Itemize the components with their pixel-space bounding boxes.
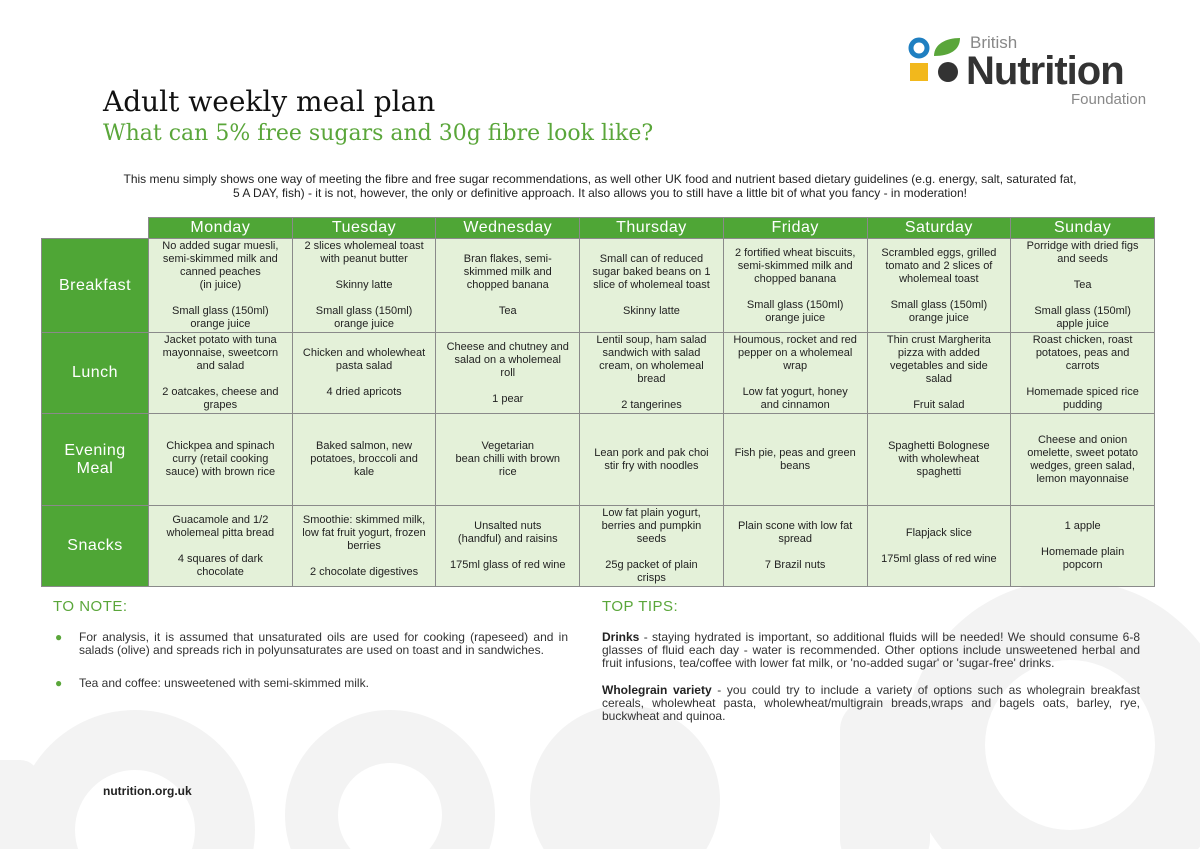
cell-line: orange juice bbox=[908, 311, 969, 324]
cell-line: Chickpea and spinach bbox=[166, 440, 275, 452]
note-text: For analysis, it is assumed that unsaturated oils are used for cooking (rapeseed) and in salads (olive) and spreads rich in polyunsaturates are used on toast and in sandwiches. bbox=[79, 630, 568, 657]
meal-cell bbox=[1011, 414, 1155, 506]
cell-line: Small glass (150ml) bbox=[172, 305, 269, 317]
meal-cell bbox=[436, 333, 580, 414]
page-title: Adult weekly meal plan bbox=[103, 85, 436, 118]
cell-line: Cheese and chutney and bbox=[446, 340, 569, 353]
cell-line: Cheese and onion bbox=[1037, 433, 1128, 446]
meal-cell bbox=[149, 414, 293, 506]
cell-line: Porridge with dried figs bbox=[1026, 240, 1139, 252]
cell-line: seeds bbox=[636, 533, 667, 545]
meal-cell bbox=[867, 333, 1011, 414]
cell-line: 4 squares of dark bbox=[177, 552, 263, 565]
meal-cell bbox=[723, 239, 867, 333]
cell-line: sandwich with salad bbox=[602, 347, 701, 359]
meal-cell bbox=[292, 333, 436, 414]
footer-url: nutrition.org.uk bbox=[103, 784, 192, 798]
cell-line: curry (retail cooking bbox=[172, 453, 269, 465]
cell-line: stir fry with noodles bbox=[604, 459, 699, 472]
table-corner bbox=[42, 218, 149, 239]
cell-line: 2 oatcakes, cheese and bbox=[162, 386, 279, 398]
cell-line: Homemade spiced rice bbox=[1026, 386, 1139, 398]
meal-cell bbox=[436, 239, 580, 333]
cell-line: Spaghetti Bolognese bbox=[888, 440, 990, 452]
meal-row-lunch bbox=[42, 333, 1155, 414]
cell-line: pizza with added bbox=[897, 347, 980, 359]
cell-line: Chicken and wholewheat bbox=[302, 347, 426, 359]
cell-gap bbox=[155, 540, 286, 553]
cell-line: 2 fortified wheat biscuits, bbox=[734, 246, 856, 259]
cell-gap bbox=[442, 380, 573, 393]
meal-cell bbox=[149, 333, 293, 414]
cell-line: Small can of reduced bbox=[599, 253, 704, 265]
cell-line: Lentil soup, ham salad bbox=[596, 334, 707, 346]
cell-line: pudding bbox=[1063, 399, 1103, 411]
meal-cell bbox=[1011, 333, 1155, 414]
cell-line: Skinny latte bbox=[623, 305, 680, 317]
cell-line: canned peaches bbox=[179, 266, 261, 278]
meal-label: Snacks bbox=[42, 506, 149, 587]
cell-line: berries bbox=[347, 539, 381, 552]
cell-line: tomato and 2 slices of bbox=[885, 259, 993, 272]
day-header-monday: Monday bbox=[149, 218, 293, 239]
day-header-wednesday: Wednesday bbox=[436, 218, 580, 239]
day-header-saturday: Saturday bbox=[867, 218, 1011, 239]
meal-cell bbox=[292, 239, 436, 333]
cell-line: sauce) with brown rice bbox=[165, 466, 276, 478]
cell-line: potatoes, peas and bbox=[1035, 347, 1130, 359]
cell-line: 1 pear bbox=[492, 392, 524, 405]
cell-line: cream, on wholemeal bbox=[599, 360, 704, 372]
cell-line: mayonnaise, sweetcorn bbox=[162, 347, 279, 359]
tip-drinks bbox=[602, 631, 1140, 670]
cell-gap bbox=[730, 286, 861, 299]
cell-line: 2 tangerines bbox=[621, 399, 682, 411]
cell-line: pepper on a wholemeal bbox=[737, 347, 853, 359]
cell-line: wrap bbox=[783, 360, 808, 372]
cell-line: low fat fruit yogurt, frozen bbox=[302, 526, 426, 539]
cell-line: Jacket potato with tuna bbox=[164, 334, 277, 346]
cell-line: spread bbox=[778, 533, 812, 545]
cell-line: bread bbox=[637, 373, 666, 385]
cell-line: 1 apple bbox=[1064, 520, 1101, 532]
meal-cell bbox=[1011, 239, 1155, 333]
cell-gap bbox=[442, 292, 573, 305]
meal-cell bbox=[867, 239, 1011, 333]
meal-cell bbox=[292, 506, 436, 587]
bnf-logo bbox=[908, 33, 1168, 113]
cell-line: wholemeal toast bbox=[899, 272, 979, 285]
cell-line: omelette, sweet potato bbox=[1027, 446, 1138, 459]
cell-line: semi-skimmed milk and bbox=[737, 259, 853, 272]
cell-line: Small glass (150ml) bbox=[1034, 305, 1131, 317]
cell-line: Skinny latte bbox=[335, 279, 393, 291]
cell-line: Small glass (150ml) bbox=[315, 305, 413, 317]
cell-line: carrots bbox=[1065, 360, 1100, 372]
meal-cell bbox=[436, 506, 580, 587]
cell-line: Homemade plain bbox=[1041, 546, 1125, 558]
cell-line: Houmous, rocket and red bbox=[733, 334, 857, 346]
cell-line: Thin crust Margherita bbox=[886, 334, 991, 346]
cell-line: 25g packet of plain bbox=[605, 559, 698, 571]
meal-cell bbox=[149, 506, 293, 587]
top-tips bbox=[602, 631, 1140, 737]
tip-text: - you could try to include a variety of options such as wholegrain breakfast cereals, wholewheat pasta, wholewheat/multigrain breads,wraps and bagels oats, barley, rye, buckwheat and quinoa. bbox=[602, 683, 1140, 723]
cell-gap bbox=[586, 386, 717, 399]
cell-line: skimmed milk and bbox=[463, 266, 552, 278]
cell-line: pasta salad bbox=[335, 360, 393, 372]
meal-plan-table bbox=[41, 217, 1155, 587]
cell-line: chopped banana bbox=[754, 272, 837, 285]
cell-line: Tea bbox=[498, 305, 517, 317]
cell-gap bbox=[586, 546, 717, 559]
meal-cell bbox=[723, 333, 867, 414]
cell-gap bbox=[299, 373, 430, 386]
tip-wholegrain bbox=[602, 684, 1140, 723]
cell-line: apple juice bbox=[1056, 318, 1109, 330]
tip-label: Wholegrain variety bbox=[602, 683, 712, 697]
cell-line: 2 chocolate digestives bbox=[309, 565, 419, 578]
cell-line: Flapjack slice bbox=[905, 526, 972, 539]
cell-line: Guacamole and 1/2 bbox=[172, 513, 269, 526]
meal-cell bbox=[1011, 506, 1155, 587]
brand-nutrition: Nutrition bbox=[966, 49, 1124, 93]
cell-gap bbox=[299, 266, 430, 279]
meal-cell bbox=[580, 239, 724, 333]
cell-line: kale bbox=[353, 466, 375, 478]
cell-gap bbox=[730, 546, 861, 559]
cell-line: Bran flakes, semi- bbox=[463, 253, 552, 265]
cell-line: Fruit salad bbox=[913, 399, 965, 411]
meal-label: Breakfast bbox=[42, 239, 149, 333]
cell-line: and seeds bbox=[1057, 253, 1108, 265]
cell-gap bbox=[1017, 373, 1148, 386]
cell-line: vegetables and side bbox=[889, 360, 988, 372]
meal-label: Evening Meal bbox=[42, 414, 149, 506]
cell-gap bbox=[155, 373, 286, 386]
cell-line: chopped banana bbox=[466, 279, 549, 291]
cell-line: Tea bbox=[1073, 279, 1092, 291]
tip-label: Drinks bbox=[602, 630, 640, 644]
cell-line: popcorn bbox=[1062, 559, 1103, 571]
cell-line: orange juice bbox=[190, 318, 251, 330]
cell-line: lemon mayonnaise bbox=[1036, 472, 1129, 485]
cell-gap bbox=[299, 553, 430, 566]
cell-line: and cinnamon bbox=[760, 399, 830, 411]
cell-line: and salad bbox=[196, 360, 245, 372]
cell-line: beans bbox=[780, 459, 811, 472]
tip-text: - staying hydrated is important, so additional fluids will be needed! We should consume 6-8 glasses of fluid each day - water is recommended. Other options include unsweetened herbal and fruit infusions, tea/coffee with lower fat milk, or 'no-added sugar' or 'sugar-free' drinks. bbox=[602, 630, 1140, 670]
cell-line: grapes bbox=[203, 399, 238, 411]
cell-line: with peanut butter bbox=[320, 253, 408, 265]
cell-line: slice of wholemeal toast bbox=[593, 279, 710, 291]
meal-cell bbox=[292, 414, 436, 506]
cell-line: No added sugar muesli, bbox=[162, 240, 279, 252]
cell-line: chocolate bbox=[196, 565, 244, 578]
cell-line: sugar baked beans on 1 bbox=[592, 266, 711, 278]
cell-line: orange juice bbox=[765, 311, 826, 324]
day-header-friday: Friday bbox=[723, 218, 867, 239]
note-item bbox=[53, 631, 568, 657]
meal-cell bbox=[867, 506, 1011, 587]
cell-gap bbox=[1017, 292, 1148, 305]
cell-line: Low fat plain yogurt, bbox=[602, 507, 701, 519]
cell-gap bbox=[730, 373, 861, 386]
cell-line: salad on a wholemeal bbox=[454, 353, 561, 366]
day-header-tuesday: Tuesday bbox=[292, 218, 436, 239]
cell-line: 175ml glass of red wine bbox=[881, 552, 997, 565]
cell-line: Small glass (150ml) bbox=[890, 298, 988, 311]
bullet-icon: ● bbox=[55, 630, 63, 644]
bullet-icon: ● bbox=[55, 676, 63, 690]
cell-gap bbox=[299, 292, 430, 305]
cell-line: spaghetti bbox=[916, 466, 962, 478]
cell-line: orange juice bbox=[334, 318, 395, 330]
meal-cell bbox=[580, 414, 724, 506]
brand-foundation: Foundation bbox=[1071, 91, 1147, 108]
cell-gap bbox=[874, 540, 1005, 553]
cell-line: 4 dried apricots bbox=[326, 386, 402, 398]
cell-line: wholemeal pitta bread bbox=[166, 526, 275, 539]
cell-line: (in juice) bbox=[199, 279, 242, 291]
day-header-sunday: Sunday bbox=[1011, 218, 1155, 239]
cell-line: salad bbox=[925, 373, 953, 385]
brand-british: British bbox=[970, 33, 1018, 52]
cell-line: Vegetarian bbox=[481, 440, 535, 452]
meal-row-snacks bbox=[42, 506, 1155, 587]
cell-gap bbox=[586, 292, 717, 305]
to-note-heading: TO NOTE: bbox=[53, 598, 128, 615]
page-subtitle: What can 5% free sugars and 30g fibre look like? bbox=[103, 121, 654, 146]
cell-gap bbox=[442, 546, 573, 559]
cell-line: with wholewheat bbox=[898, 453, 980, 465]
cell-line: (handful) and raisins bbox=[457, 533, 558, 545]
cell-gap bbox=[155, 292, 286, 305]
cell-line: Smoothie: skimmed milk, bbox=[302, 513, 426, 526]
to-note-list bbox=[53, 631, 568, 710]
cell-line: Scrambled eggs, grilled bbox=[881, 246, 997, 259]
meal-label: Lunch bbox=[42, 333, 149, 414]
cell-line: Low fat yogurt, honey bbox=[742, 386, 848, 398]
note-item bbox=[53, 677, 568, 690]
meal-cell bbox=[149, 239, 293, 333]
meal-cell bbox=[867, 414, 1011, 506]
cell-line: Roast chicken, roast bbox=[1032, 334, 1133, 346]
cell-line: crisps bbox=[637, 572, 666, 584]
cell-line: Fish pie, peas and green bbox=[734, 446, 856, 459]
meal-cell bbox=[436, 414, 580, 506]
cell-gap bbox=[1017, 266, 1148, 279]
cell-line: Lean pork and pak choi bbox=[594, 446, 709, 459]
top-tips-heading: TOP TIPS: bbox=[602, 598, 679, 615]
cell-line: 7 Brazil nuts bbox=[764, 559, 826, 571]
meal-cell bbox=[723, 414, 867, 506]
cell-gap bbox=[874, 286, 1005, 299]
intro-paragraph: This menu simply shows one way of meeting the fibre and free sugar recommendations, as well other UK food and nutrient based dietary guidelines (e.g. energy, salt, saturated fat, 5 A DAY, fish) - it is not, however, the only or definitive approach. It also allows you to still have a little bit of what you fancy - in moderation! bbox=[123, 172, 1077, 200]
meal-cell bbox=[723, 506, 867, 587]
cell-line: semi-skimmed milk and bbox=[162, 253, 278, 265]
cell-line: Plain scone with low fat bbox=[737, 520, 853, 532]
cell-line: roll bbox=[500, 366, 516, 379]
meal-row-evening-meal bbox=[42, 414, 1155, 506]
bnf-logo-mark-icon bbox=[908, 36, 964, 86]
cell-line: potatoes, broccoli and bbox=[310, 453, 418, 465]
cell-gap bbox=[874, 386, 1005, 399]
day-header-thursday: Thursday bbox=[580, 218, 724, 239]
note-text: Tea and coffee: unsweetened with semi-skimmed milk. bbox=[79, 676, 369, 690]
cell-line: bean chilli with brown bbox=[455, 453, 561, 465]
cell-gap bbox=[1017, 533, 1148, 546]
cell-line: 175ml glass of red wine bbox=[449, 559, 566, 571]
cell-line: Baked salmon, new bbox=[316, 440, 413, 452]
cell-line: berries and pumpkin bbox=[601, 520, 702, 532]
cell-line: rice bbox=[498, 466, 517, 478]
cell-line: Small glass (150ml) bbox=[746, 298, 844, 311]
day-header-row bbox=[42, 218, 1155, 239]
cell-line: Unsalted nuts bbox=[474, 520, 542, 532]
meal-cell bbox=[580, 506, 724, 587]
meal-cell bbox=[580, 333, 724, 414]
meal-row-breakfast bbox=[42, 239, 1155, 333]
cell-line: wedges, green salad, bbox=[1030, 459, 1135, 472]
cell-line: 2 slices wholemeal toast bbox=[304, 240, 424, 252]
